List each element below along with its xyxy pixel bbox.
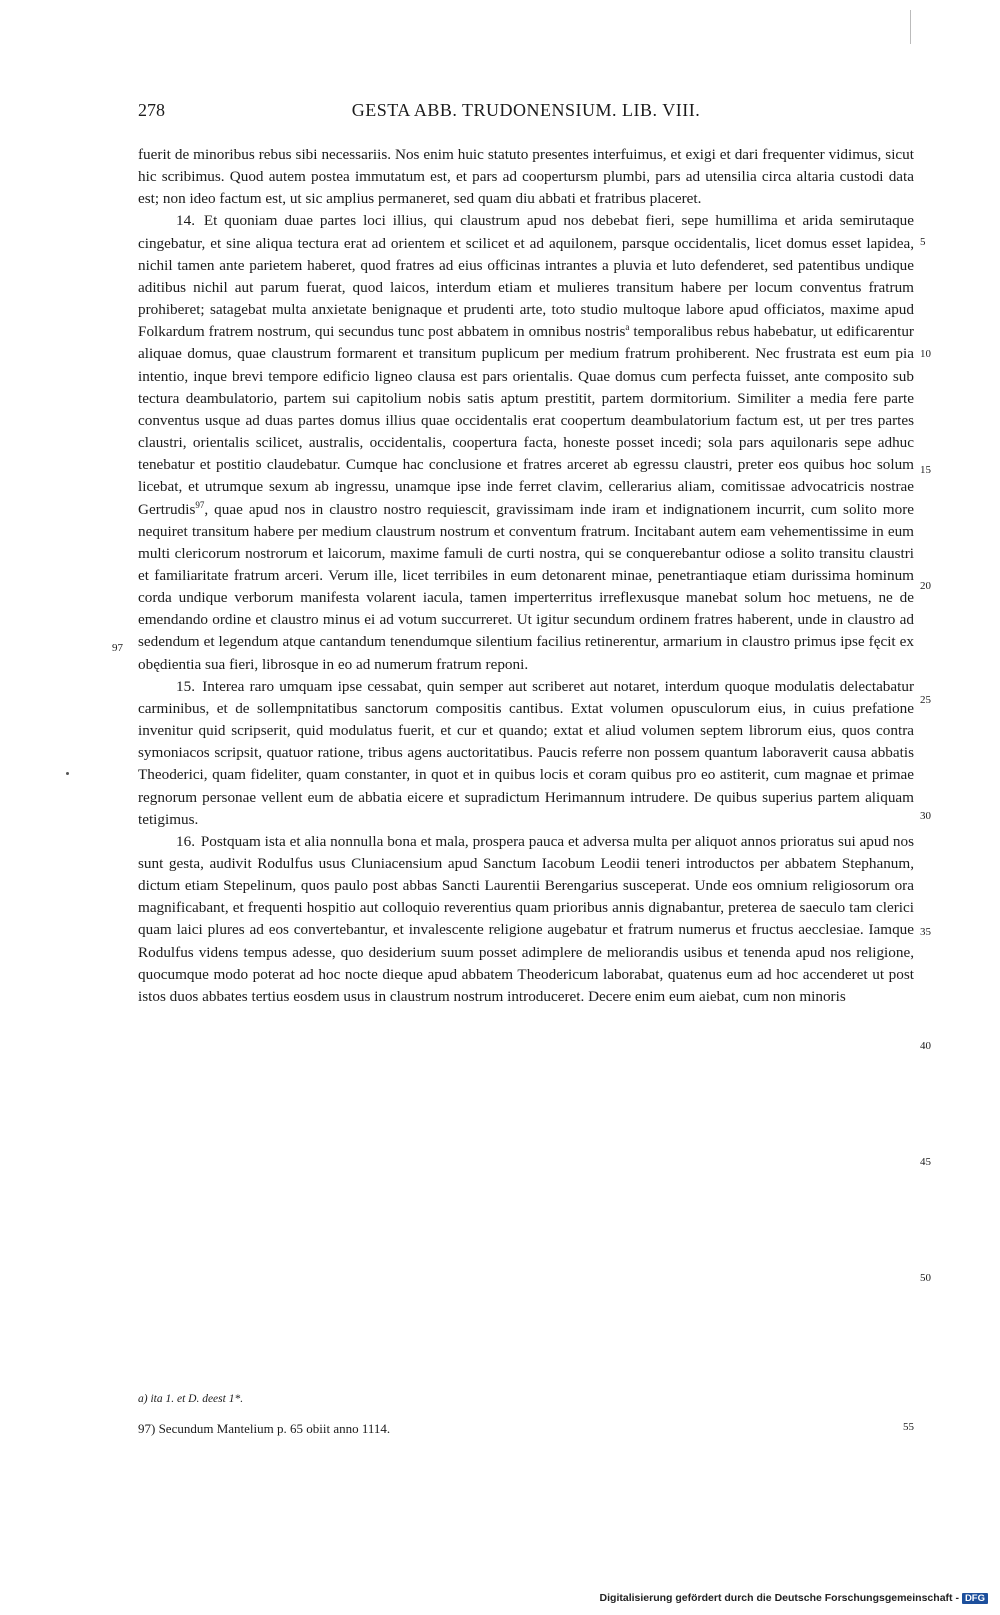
paragraph-text: Interea raro umquam ipse cessabat, quin semper aut scriberet aut notaret, interdum quoque modulatis delectabatur carminibus, et de sollempnitatibus sanctorum compositis cantibus. Extat volumen opusculorum eius, in cuius prefatione invenitur quid scripserit, quid modulatus fuerit, et cur et quando; extat et aliud volumen septem librorum eius, quos contra symoniacos scripsit, quatuor ratione, tribus agens auctoritatibus. Paucis referre non possem quantum laboraverit causa abbatis Theoderici, quam fideliter, quam constanter, in quot et in quibus locis et coram quibus pro eo astiterit, cum magnae et primae regnorum personae vellent eum de abbatia eicere et supradictum Herimannum intrudere. De quibus superius partem aliquam tetigimus. xyxy=(138,677,915,828)
footnote-right-number: 55 xyxy=(903,1421,914,1433)
page-header xyxy=(138,100,914,130)
paragraph-16 xyxy=(138,831,914,1008)
footnote-97 xyxy=(138,1421,914,1437)
line-number: 5 xyxy=(920,236,926,248)
footnote-ref-97: 97 xyxy=(195,499,205,510)
paragraph-text: Postquam ista et alia nonnulla bona et mala, prospera pauca et adversa multa per aliquot annos prioratus sui apud nos sunt gesta, audivit Rodulfus usus Cluniacensium apud Sanctum Iacobum Leodii teneri introductos per abbatem Stephanum, dictum etiam Stepelinum, quos paulo post abbas Sancti Laurentii Berengarius susceperat. Unde eos omnium religiosorum ora magnificabant, et frequenti hospitio aut colloquio reverentius quam prioribus annis dignabantur, preterea de saeculo tam clerici quam laici plures ad eos convertebantur, et invalescente religione augebatur et fratrum numerus et fructus aecclesiae. Iamque Rodulfus videns tempus adesse, quo desiderium suum posset adimplere de meliorandis usibus et tenenda apud nos religione, quocumque modo poterat ad hoc nocte dieque apud abbatem Theodericum laborabat, quatenus eum ad hoc accenderet ut post istos duos abbates tertius eosdem usus in claustrum nostrum introduceret. Decere enim eum aiebat, cum non minoris xyxy=(138,832,915,1005)
line-number: 10 xyxy=(920,348,931,360)
line-number: 50 xyxy=(920,1272,931,1284)
line-number: 35 xyxy=(920,926,931,938)
page-number: 278 xyxy=(138,100,165,120)
line-number: 15 xyxy=(920,464,931,476)
paragraph-text: temporalibus rebus habebatur, ut edificarentur aliquae domus, quae claustrum formarent et transitum puplicum per medium fratrum prohiberent. Nec frustrata est eum pia intentio, inque brevi tempore edificio ligneo clausa est pars orientalis. Quae domus cum perfecta fuisset, ante composito sub tectura deambulatorio, partem sui capitolium nobis satis aptum prestitit, partem dormitorium. Similiter a media fere parte conventus usque ad duas partes domus illius quae occidentalis erat coopertum deambulatorium factum est, ut per tres partes claustri, orientalis scilicet, australis, occidentalis, coopertura facta, honeste posset incedi; sola pars aquilonaris sepe adhuc tenebatur et postitio claudebatur. Cumque hac conclusione et fratres arceret ab egressu claustri, preter eos quibus hoc solum licebat, et utrumque sexum ab ingressu, unamque ipse inde ferret clavim, cellerarius aliam, comitissae advocatricis nostrae Gertrudis xyxy=(138,323,914,518)
paragraph-14 xyxy=(138,210,914,675)
paragraph-text: fuerit de minoribus rebus sibi necessariis. Nos enim huic statuto presentes interfuimus, et exigi et dari frequenter vidimus, sicut hic scribimus. Quod autem postea immutatum est, et pars ad coopertursm plumbi, pars ad utensilia circa altaria custodi data est; non ideo factum est, ut sic amplius permaneret, sed quam diu abbati et fratribus placeret. xyxy=(138,146,914,208)
footnote-ref-a: a xyxy=(625,322,630,333)
margin-note-97: 97 xyxy=(112,642,123,654)
paragraph-text: Et quoniam duae partes loci illius, qui claustrum apud nos debebat fieri, sepe humillima et arida semirutaque cingebatur, et sine aliqua tectura erat ad orientem et scilicet et ad aquilonem, parsque occidentalis, licet domus esset lapidea, nichil tamen ante parietem haberet, quod fratres ad eius officinas intrantes a pluvia et luto defenderet, sed patentibus undique aditibus nichil aut parum fuerat, quod laicos, interdum etiam et mulieres transitum habere per locum conventus fratrum prohiberet; satagebat multa anxietate benignaque et prudenti arte, toto studio multoque labore apud officiatos, maxime apud Folkardum fratrem nostrum, qui secundus tunc post abbatem in omnibus nostris xyxy=(138,212,914,341)
paragraph-15 xyxy=(138,676,914,831)
digitization-text: Digitalisierung gefördert durch die Deutsche Forschungsgemeinschaft - xyxy=(599,1592,959,1604)
scan-speck xyxy=(66,772,69,775)
line-number: 30 xyxy=(920,810,931,822)
dfg-logo: DFG xyxy=(962,1593,988,1604)
line-number: 45 xyxy=(920,1156,931,1168)
paragraph-continuation xyxy=(138,144,914,210)
body-text xyxy=(138,144,914,1008)
section-number: 15. xyxy=(176,677,195,695)
section-number: 14. xyxy=(176,212,195,230)
footnote-text: 97) Secundum Mantelium p. 65 obiit anno 1114. xyxy=(138,1421,391,1436)
running-title: GESTA ABB. TRUDONENSIUM. LIB. VIII. xyxy=(351,100,701,120)
paragraph-text: , quae apud nos in claustro nostro requiescit, gravissimam inde iram et indignationem incurrit, cum solito more nequiret transitum habere per medium claustrum nostrum et conventum fratrum. Incitabant autem eam vehementissime in eum multi clericorum nostrorum et laicorum, maxime famuli de curti nostra, qui se conquerebantur odiose a solito transitu claustri et familiaritate fratrum arceri. Verum ille, licet terribiles in eum detonarent minae, penetrantiaque etiam durissima hominum corda undique verborum manifesta volarent iacula, tamen imperterritus irreflexusque manebat solum hoc metuens, ne de emendando ordine et claustro minus ei ad votum succurreret. Ut igitur secundum ordinem fratres haberent, unde in claustro ad sedendum et legendum atque cantandum tenendumque silentium facilius retinerentur, armarium in claustro primus ipse fęcit ex obędientia sua fieri, librosque in eo ad numerum fratrum reponi. xyxy=(138,500,914,673)
scan-mark xyxy=(910,10,911,44)
line-number: 25 xyxy=(920,694,931,706)
digitization-credit xyxy=(600,1592,988,1604)
line-number: 20 xyxy=(920,580,931,592)
section-number: 16. xyxy=(176,832,195,850)
line-number: 40 xyxy=(920,1040,931,1052)
footnote-a: a) ita 1. et D. deest 1*. xyxy=(138,1393,244,1405)
